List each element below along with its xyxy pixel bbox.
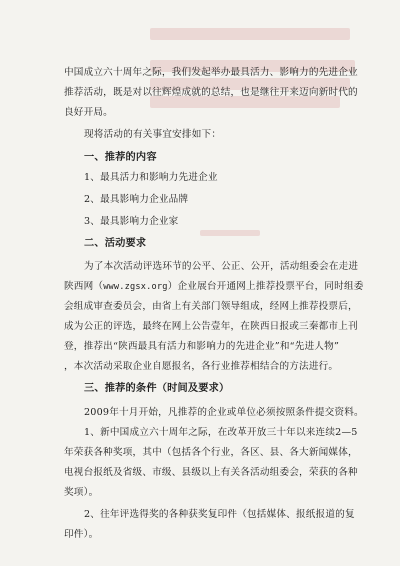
paragraph-intro-line-2: 推荐活动，既是对以往辉煌成就的总结，也是继往开来迈向新时代的 [64,87,358,98]
requirements-line-2-suffix: ）企业展台开通网上推荐投票平台，同时组委 [167,281,364,292]
requirements-line-2-prefix: 陕西网（ [64,281,104,292]
conditions-line-4: 电视台报纸及省级、市级、县级以上有关各活动组委会，荣获的各种 [64,467,358,478]
conditions-line-6: 2、往年评选得奖的各种获奖复印件（包括媒体、报纸报道的复 [84,509,355,520]
conditions-line-3: 年荣获各种奖项，其中（包括各个行业，各区、县、各大新闻媒体， [64,447,358,458]
requirements-line-1: 为了本次活动评选环节的公平、公正、公开，活动组委会在走进 [84,261,359,272]
requirements-line-2 [64,280,364,294]
requirements-line-4: 成为公正的评选，最终在网上公告壹年，在陕西日报或三秦都市上刊 [64,321,358,332]
section-heading-requirements: 二、活动要求 [84,237,147,249]
conditions-line-1: 2009年十月开始，凡推荐的企业或单位必须按照条件提交资料。 [84,407,364,418]
paragraph-intro-line-1: 中国成立六十周年之际，我们发起举办最具活力、影响力的先进企业 [64,67,358,78]
content-item-1: 1、最具活力和影响力先进企业 [84,172,218,183]
section-heading-content: 一、推荐的内容 [84,151,157,163]
requirements-line-5: 登，推荐出“陕西最具有活力和影响力的先进企业”和“先进人物” [64,341,340,352]
conditions-line-5: 奖项）。 [64,487,99,498]
paragraph-intro-line-3: 良好开局。 [64,107,113,118]
requirements-line-3: 会组成审查委员会，由省上有关部门领导组成，经网上推荐投票后， [64,301,358,312]
conditions-line-2: 1、新中国成立六十周年之际，在改革开放三十年以来连续2—5 [84,427,358,438]
content-item-2: 2、最具影响力企业品牌 [84,194,189,205]
conditions-line-7: 印件）。 [64,529,99,540]
arrangement-intro: 现将活动的有关事宜安排如下： [84,129,222,140]
website-url: www.zgsx.org [103,282,168,292]
content-item-3: 3、最具影响力企业家 [84,216,179,227]
requirements-line-6: ，本次活动采取企业自愿报名，各行业推荐相结合的方法进行。 [64,361,339,372]
section-heading-conditions: 三、推荐的条件（时间及要求） [84,382,230,394]
